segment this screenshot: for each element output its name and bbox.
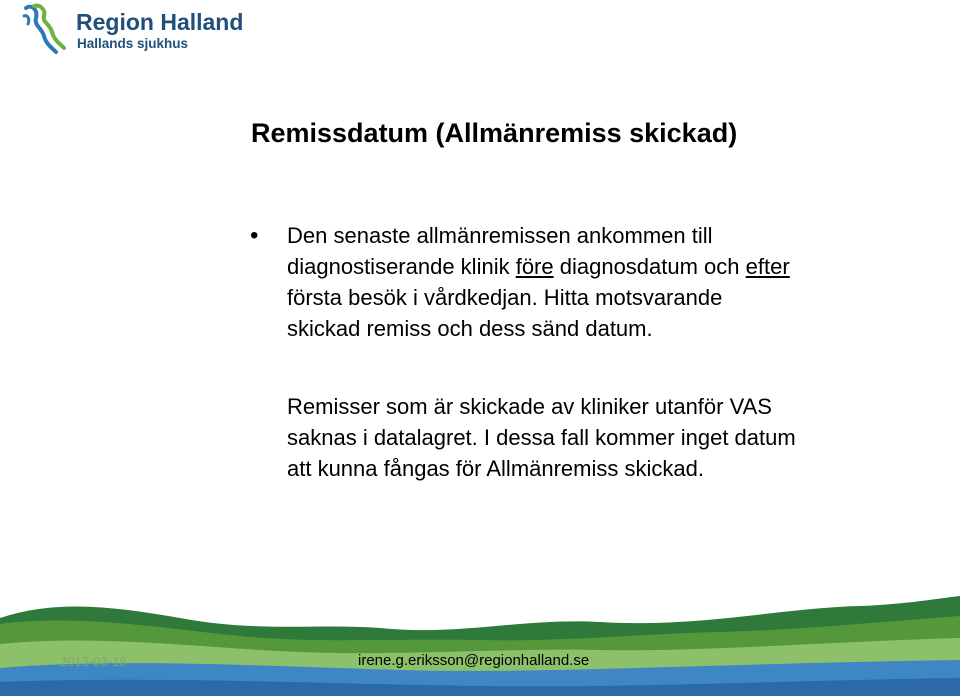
logo-name: Region Halland — [76, 9, 244, 35]
slide-title: Remissdatum (Allmänremiss skickad) — [251, 118, 738, 148]
bullet-icon: • — [250, 222, 259, 249]
footer-wave-band — [0, 578, 960, 696]
underlined-fore: före — [515, 254, 554, 279]
paragraph-1 — [287, 220, 927, 344]
footer-date: 2013-03-18 — [60, 654, 127, 669]
paragraph-2-line-2: saknas i datalagret. I dessa fall kommer inget datum — [287, 425, 796, 450]
paragraph-2-line-1: Remisser som är skickade av kliniker utanför VAS — [287, 394, 772, 419]
logo-subtitle: Hallands sjukhus — [77, 36, 189, 51]
footer-email: irene.g.eriksson@regionhalland.se — [358, 652, 590, 669]
line-2-middle: diagnosdatum och — [553, 254, 746, 279]
region-halland-logo — [22, 2, 262, 54]
region-halland-logo-mark-icon — [22, 2, 72, 54]
paragraph-1-line-3: första besök i vårdkedjan. Hitta motsvarande — [287, 285, 723, 310]
paragraph-2 — [287, 391, 927, 484]
paragraph-1-line-4: skickad remiss och dess sänd datum. — [287, 316, 653, 341]
paragraph-1-line-2 — [287, 251, 927, 282]
paragraph-1-line-1: Den senaste allmänremissen ankommen till — [287, 223, 713, 248]
underlined-efter: efter — [745, 254, 790, 279]
line-2-before: diagnostiserande klinik — [287, 254, 516, 279]
paragraph-2-line-3: att kunna fångas för Allmänremiss skickad. — [287, 456, 704, 481]
